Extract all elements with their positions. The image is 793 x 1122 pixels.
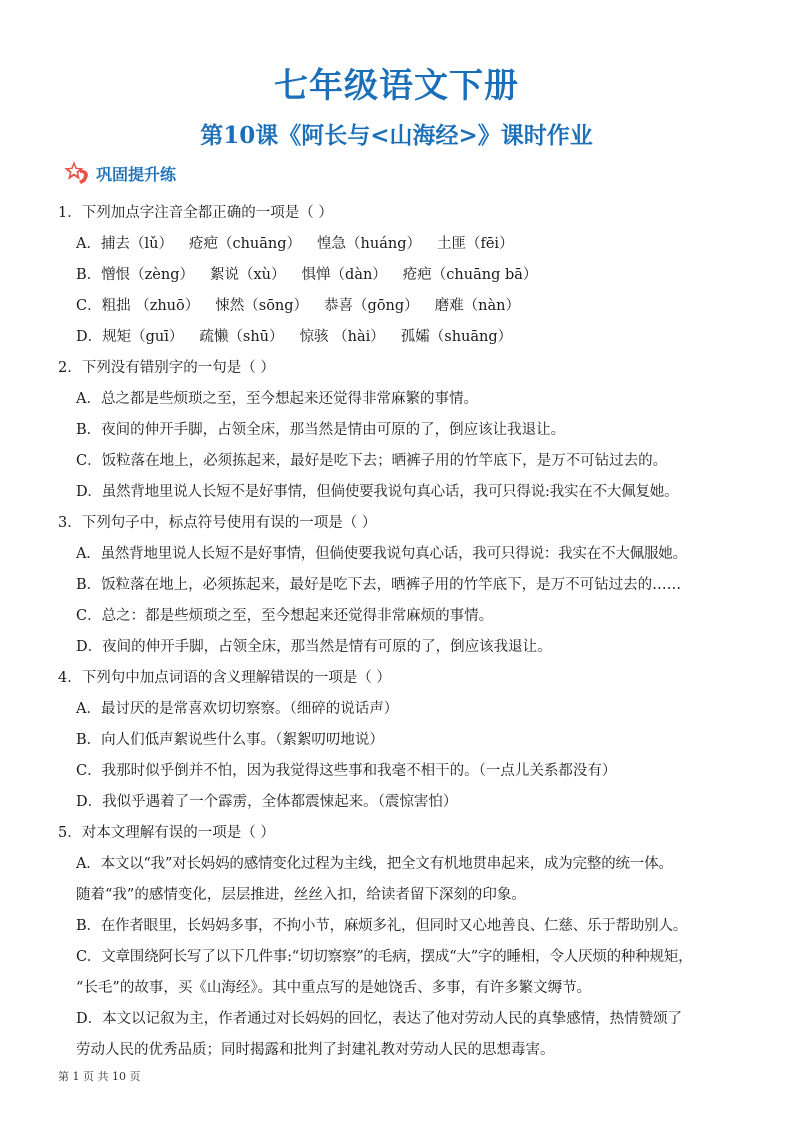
question-option: A．虽然背地里说人长短不是好事情，但倘使要我说句真心话，我可只得说：我实在不大佩服她。 [76,546,687,562]
question-option: B．夜间的伸开手脚，占领全床，那当然是情由可原的了，倒应该让我退让。 [76,422,566,438]
section-label: 巩固提升练 [96,164,177,184]
question-option: C．我那时似乎倒并不怕，因为我觉得这些事和我毫不相干的。（一点儿关系都没有） [76,763,617,779]
question-option: D．本文以记叙为主，作者通过对长妈妈的回忆，表达了他对劳动人民的真挚感情，热情赞颂了 [76,1011,683,1027]
page-subtitle: 第10课《阿长与<山海经>》课时作业 [200,122,593,149]
page-title: 七年级语文下册 [274,66,519,106]
question-option-continued: “长毛”的故事，买《山海经》。其中重点写的是她饶舌、多事，有许多繁文缛节。 [76,980,592,996]
question-option: A．最讨厌的是常喜欢切切察察。（细碎的说话声） [76,701,399,717]
question-option: D．虽然背地里说人长短不是好事情，但倘使要我说句真心话，我可只得说:我实在不大佩复她。 [76,484,679,500]
question-option: C．粗拙 （zhuō） 悚然（sōng） 恭喜（gōng） 磨难（nàn） [76,298,521,314]
page-footer: 第 1 页 共 10 页 [58,1070,141,1083]
star-icon [64,160,90,186]
question-stem: 4．下列句中加点词语的含义理解错误的一项是（ ） [58,670,391,686]
question-option: C．文章围绕阿长写了以下几件事:“切切察察”的毛病，摆成“大”字的睡相，令人厌烦的种种规矩， [76,949,693,965]
question-stem: 3．下列句子中，标点符号使用有误的一项是（ ） [58,515,377,531]
question-stem: 2．下列没有错别字的一句是（ ） [58,360,275,376]
question-option: C．饭粒落在地上，必须拣起来，最好是吃下去；晒裤子用的竹竿底下，是万不可钻过去的。 [76,453,668,469]
question-option: A．总之都是些烦琐之至，至今想起来还觉得非常麻繁的事情。 [76,391,478,407]
question-list [58,198,758,1066]
question-option: B．在作者眼里，长妈妈多事，不拘小节，麻烦多礼，但同时又心地善良、仁慈、乐于帮助别人。 [76,918,688,934]
question-option: B．饭粒落在地上，必须拣起来，最好是吃下去，晒裤子用的竹竿底下，是万不可钻过去的…… [76,577,682,593]
question-option: B．憎恨（zèng） 絮说（xù） 惧惮（dàn） 疮疤（chuāng bā） [76,267,538,283]
question-option: A．捕去（lǔ） 疮疤（chuāng） 惶急（huáng） 土匪（fēi） [76,236,514,252]
question-stem: 1．下列加点字注音全都正确的一项是（ ） [58,205,333,221]
question-option: D．规矩（guī） 疏懒（shū） 惊骇 （hài） 孤孀（shuāng） [76,329,513,345]
question-option: D．夜间的伸开手脚，占领全床，那当然是情有可原的了，倒应该我退让。 [76,639,552,655]
section-header [64,160,176,186]
question-option: D．我似乎遇着了一个霹雳，全体都震悚起来。（震惊害怕） [76,794,458,810]
question-option-continued: 随着“我”的感情变化，层层推进，丝丝入扣，给读者留下深刻的印象。 [76,887,526,903]
question-option: B．向人们低声絮说些什么事。（絮絮叨叨地说） [76,732,384,748]
question-option-continued: 劳动人民的优秀品质；同时揭露和批判了封建礼教对劳动人民的思想毒害。 [76,1042,555,1058]
question-stem: 5．对本文理解有误的一项是（ ） [58,825,275,841]
question-option: C．总之：都是些烦琐之至，至今想起来还觉得非常麻烦的事情。 [76,608,494,624]
question-option: A．本文以“我”对长妈妈的感情变化过程为主线，把全文有机地贯串起来，成为完整的统一体。 [76,856,673,872]
